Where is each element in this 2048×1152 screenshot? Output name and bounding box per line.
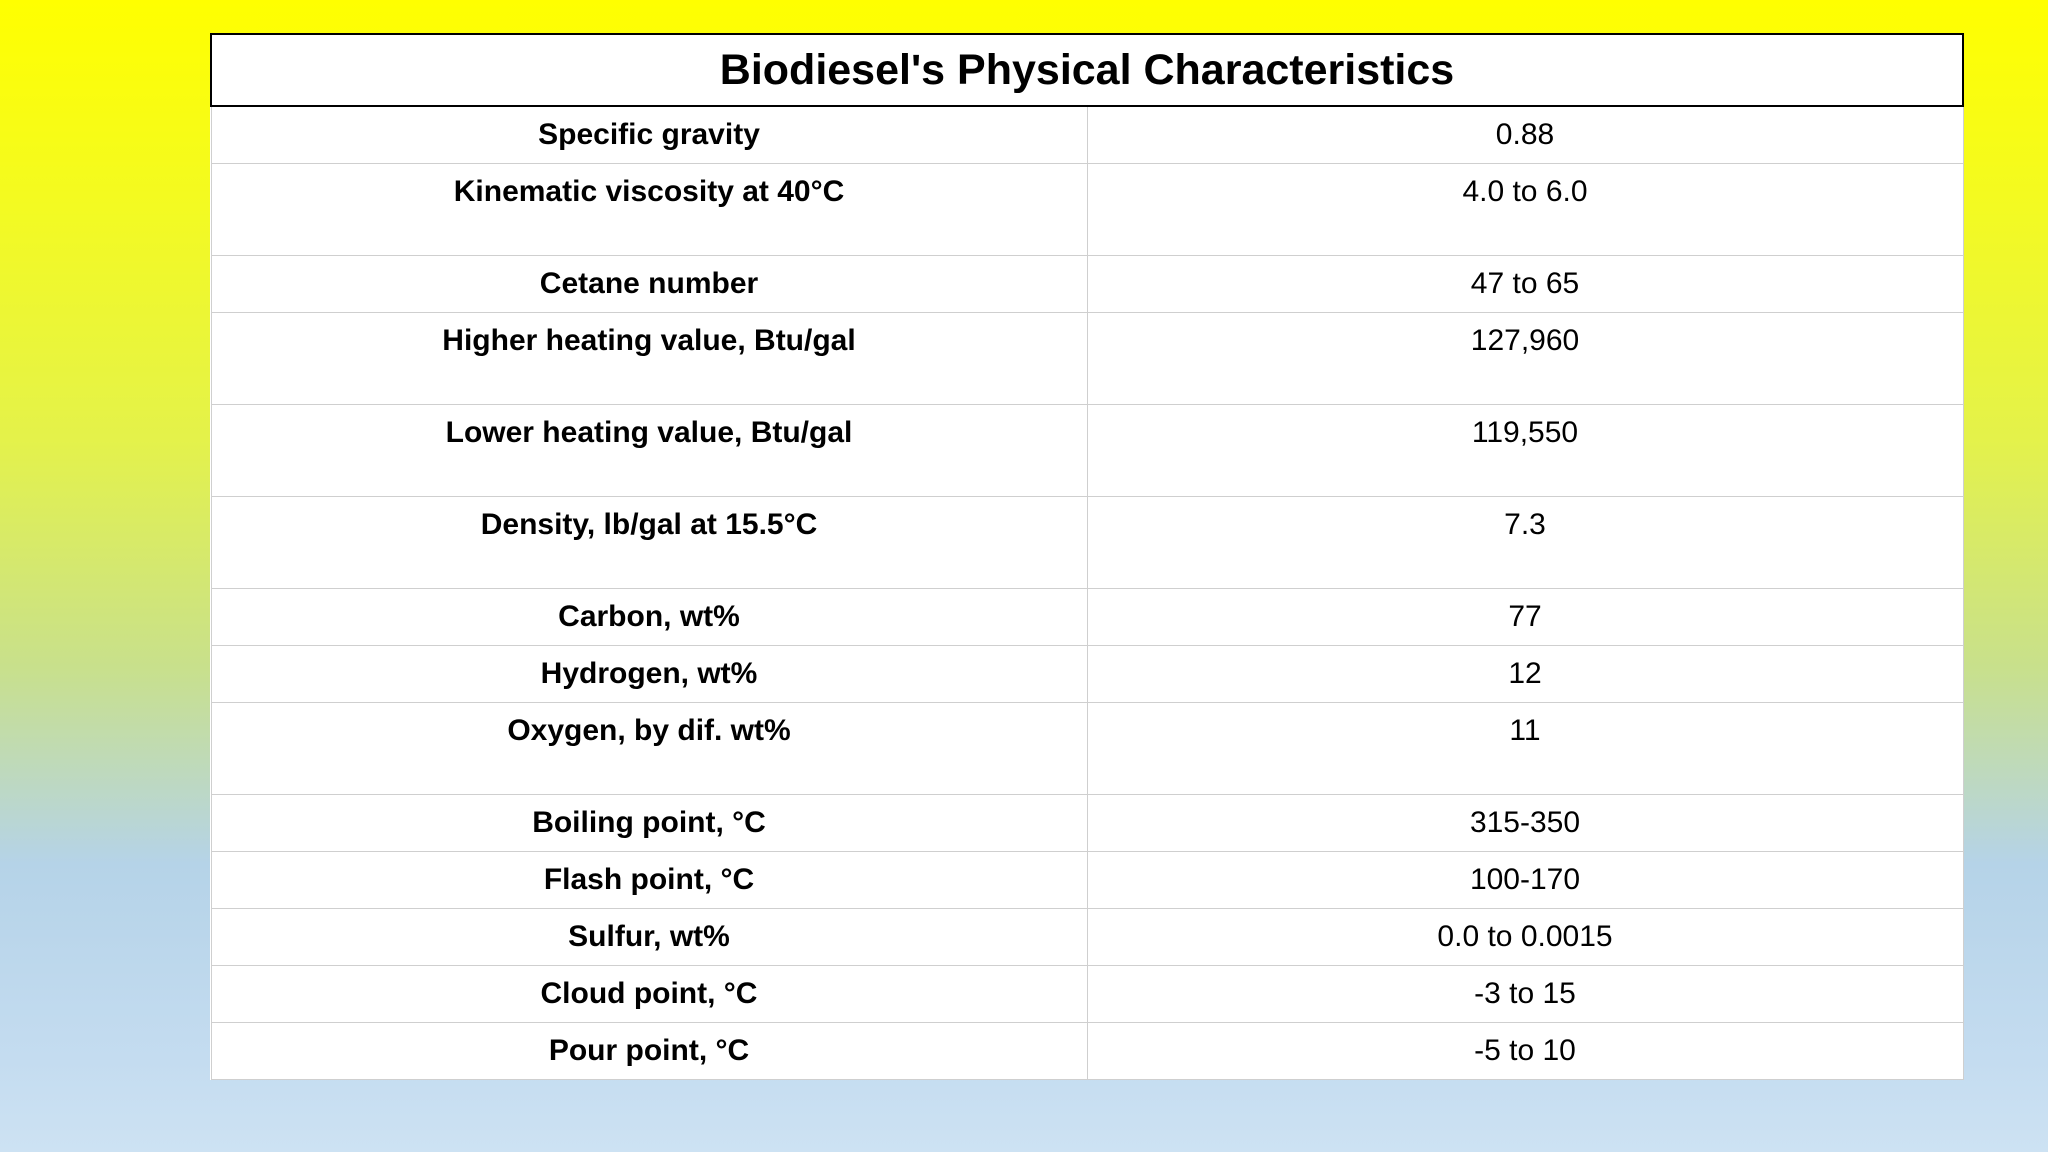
property-cell: Kinematic viscosity at 40°C (211, 164, 1087, 256)
property-cell: Carbon, wt% (211, 589, 1087, 646)
value-cell: -5 to 10 (1087, 1023, 1963, 1080)
property-cell: Pour point, °C (211, 1023, 1087, 1080)
table-row (211, 966, 1963, 1023)
table-row (211, 106, 1963, 164)
value-cell: 77 (1087, 589, 1963, 646)
value-cell: 11 (1087, 703, 1963, 795)
value-cell: 47 to 65 (1087, 256, 1963, 313)
table-row (211, 909, 1963, 966)
table-row (211, 1023, 1963, 1080)
table-row (211, 703, 1963, 795)
characteristics-table (210, 33, 1964, 1080)
table-row (211, 795, 1963, 852)
value-cell: 12 (1087, 646, 1963, 703)
property-cell: Cloud point, °C (211, 966, 1087, 1023)
table-row (211, 164, 1963, 256)
table-row (211, 405, 1963, 497)
property-cell: Higher heating value, Btu/gal (211, 313, 1087, 405)
property-cell: Density, lb/gal at 15.5°C (211, 497, 1087, 589)
property-cell: Specific gravity (211, 106, 1087, 164)
value-cell: 0.88 (1087, 106, 1963, 164)
table-title: Biodiesel's Physical Characteristics (211, 34, 1963, 106)
value-cell: -3 to 15 (1087, 966, 1963, 1023)
table-row (211, 589, 1963, 646)
table-title-row (211, 34, 1963, 106)
property-cell: Hydrogen, wt% (211, 646, 1087, 703)
property-cell: Oxygen, by dif. wt% (211, 703, 1087, 795)
value-cell: 127,960 (1087, 313, 1963, 405)
table-row (211, 646, 1963, 703)
value-cell: 315-350 (1087, 795, 1963, 852)
property-cell: Lower heating value, Btu/gal (211, 405, 1087, 497)
value-cell: 7.3 (1087, 497, 1963, 589)
value-cell: 4.0 to 6.0 (1087, 164, 1963, 256)
value-cell: 100-170 (1087, 852, 1963, 909)
property-cell: Flash point, °C (211, 852, 1087, 909)
table-row (211, 313, 1963, 405)
value-cell: 119,550 (1087, 405, 1963, 497)
table-row (211, 852, 1963, 909)
table-row (211, 256, 1963, 313)
property-cell: Boiling point, °C (211, 795, 1087, 852)
property-cell: Sulfur, wt% (211, 909, 1087, 966)
property-cell: Cetane number (211, 256, 1087, 313)
value-cell: 0.0 to 0.0015 (1087, 909, 1963, 966)
table-row (211, 497, 1963, 589)
